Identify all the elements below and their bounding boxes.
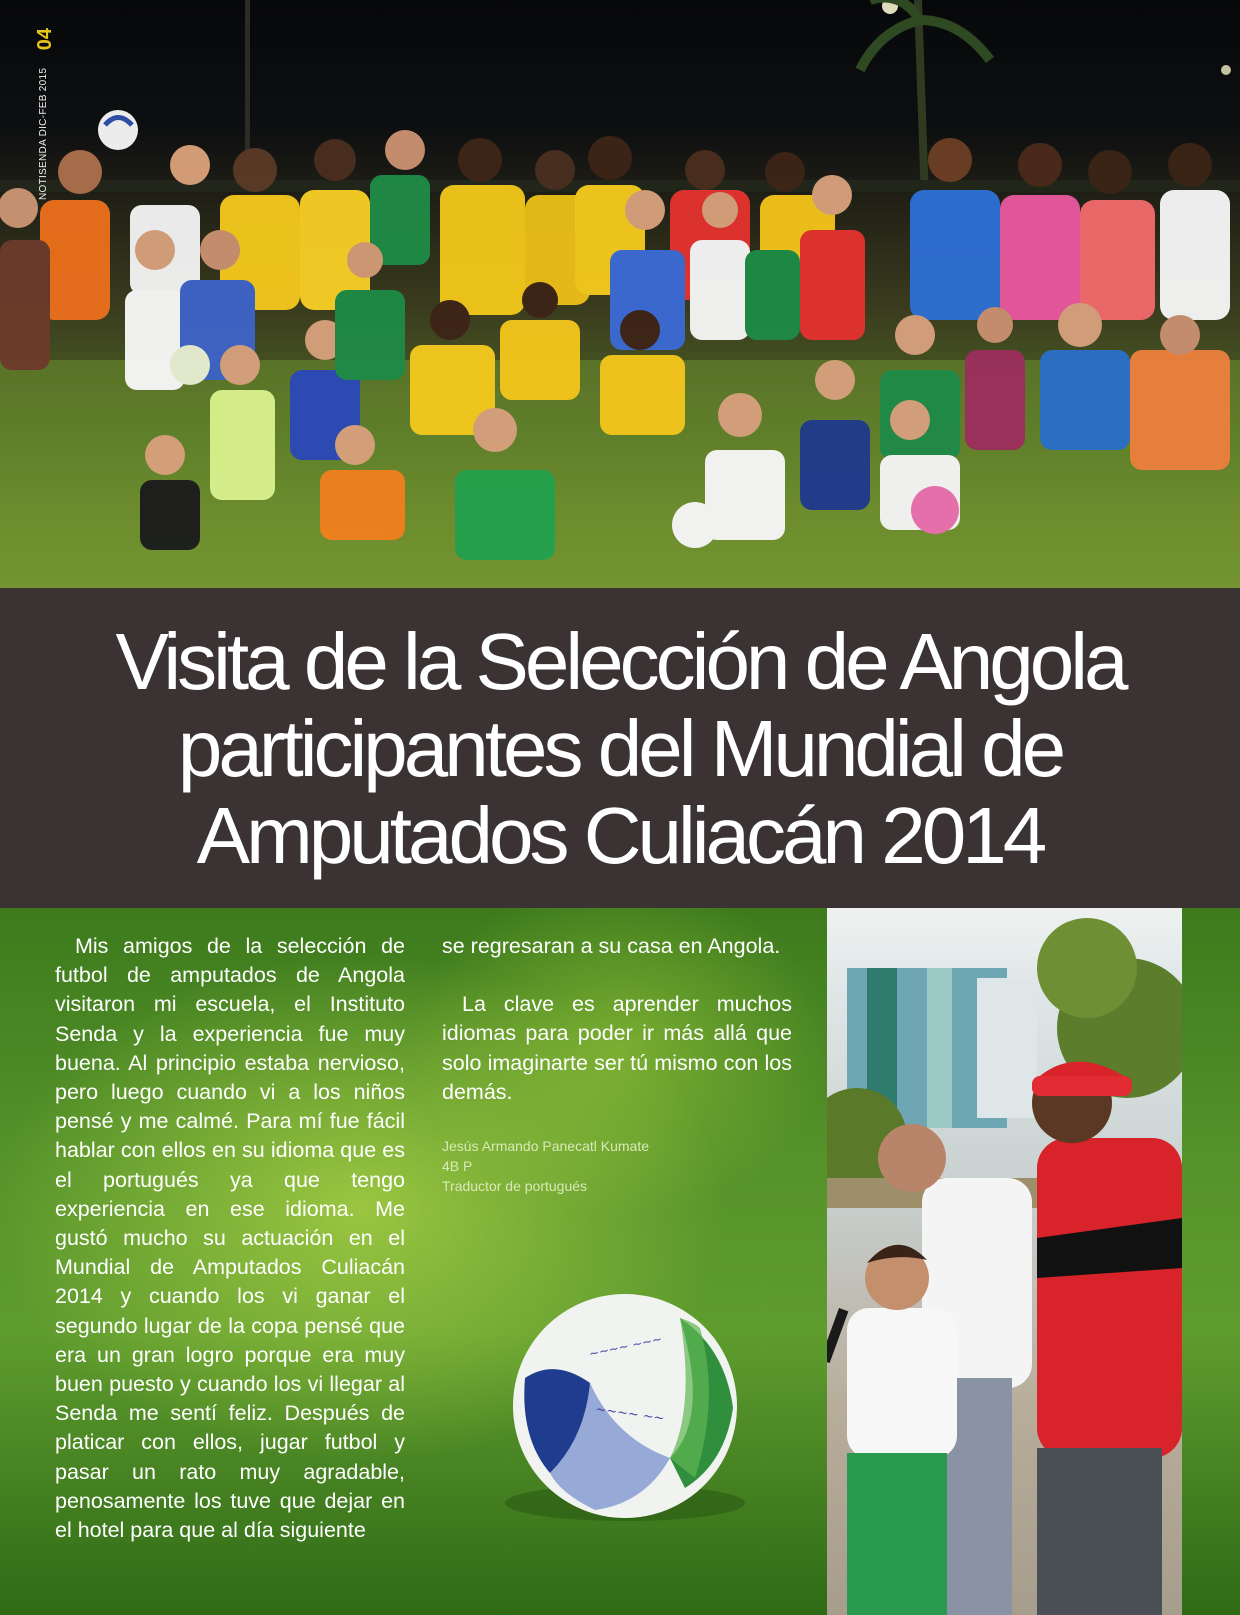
body-column-1	[55, 932, 405, 1545]
body-paragraph: se regresaran a su casa en Angola.	[442, 934, 781, 958]
signed-ball-image	[495, 1288, 755, 1523]
author-group: 4B P	[442, 1158, 473, 1175]
soccer-ball-icon	[495, 1288, 755, 1523]
headline-line: Amputados Culiacán 2014	[196, 790, 1044, 880]
page-meta	[34, 28, 64, 200]
group-photo-illustration	[0, 0, 1240, 588]
body-paragraph: Mis amigos de la selección de futbol de amputados de Angola visitaron mi escuela, el Instituto Senda y la experiencia fue muy buena. Al principio estaba nervioso, pero luego cuando vi a los niños pensé y me calmé. Para mí fue fácil hablar con ellos en su idioma que es el portugués ya que tengo experiencia en ese idioma. Me gustó mucho su actuación en el Mundial de Amputados Culiacán 2014 y cuando los vi ganar el segundo lugar de la copa pensé que era un gran logro porque era muy buen puesto y cuando los vi llegar al Senda me sentí feliz. Después de platicar con ellos, jugar futbol y pasar un rato muy agradable, penosamente los tuve que dejar en el hotel para que al día siguiente	[55, 934, 405, 1543]
headline-line: Visita de la Selección de Angola	[115, 616, 1125, 706]
page-number: 04	[34, 28, 56, 51]
body-column-2	[442, 932, 792, 1196]
event-photo-illustration	[827, 908, 1182, 1615]
svg-text:~~~~ ~~~: ~~~~ ~~~	[587, 1331, 664, 1361]
issue-label: NOTISENDA DIC-FEB 2015	[38, 67, 49, 200]
article-body-area	[0, 908, 1240, 1615]
event-photo	[827, 908, 1182, 1615]
group-photo	[0, 0, 1240, 588]
author-signature	[442, 1136, 792, 1196]
author-role: Traductor de portugués	[442, 1178, 588, 1195]
svg-text:~~~~ ~~: ~~~~ ~~	[594, 1402, 666, 1427]
title-band	[0, 588, 1240, 908]
author-name: Jesús Armando Panecatl Kumate	[442, 1138, 650, 1155]
headline-line: participantes del Mundial de	[177, 703, 1063, 793]
article-headline	[75, 618, 1164, 879]
body-paragraph: La clave es aprender muchos idiomas para poder ir más allá que solo imaginarte ser tú mismo con los demás.	[442, 992, 792, 1104]
